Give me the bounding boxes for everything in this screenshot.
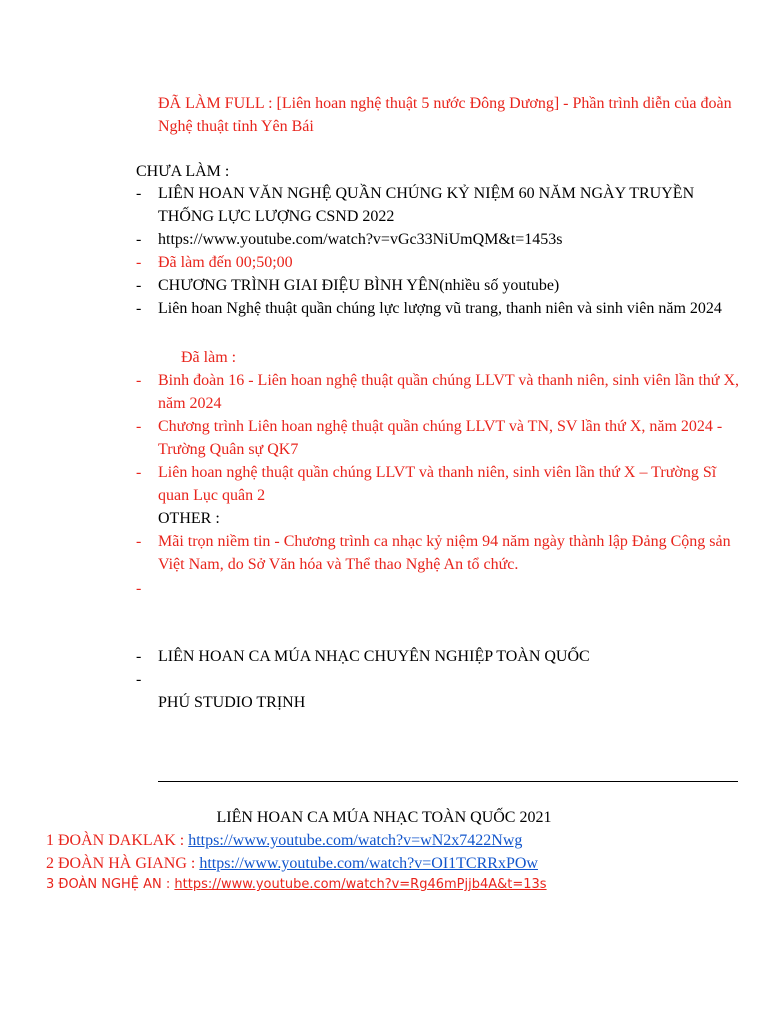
list-item <box>136 297 746 320</box>
list-item-url: https://www.youtube.com/watch?v=vGc33NiUmQM&t=1453s <box>158 231 563 248</box>
list-item <box>136 251 746 274</box>
list-item-text: Liên hoan nghệ thuật quần chúng LLVT và thanh niên, sinh viên lần thứ X – Trường Sĩ quan Lục quân 2 <box>158 464 717 504</box>
intro-paragraph: ĐÃ LÀM FULL : [Liên hoan nghệ thuật 5 nước Đông Dương] - Phần trình diễn của đoàn Nghệ thuật tỉnh Yên Bái <box>158 95 732 135</box>
list-item-text: LIÊN HOAN CA MÚA NHẠC CHUYÊN NGHIỆP TOÀN QUỐC <box>158 648 590 665</box>
dash-bullet: - <box>136 372 142 389</box>
list-item <box>136 369 746 415</box>
lower-list <box>136 645 746 668</box>
dash-bullet: - <box>136 254 142 271</box>
list-item-text: CHƯƠNG TRÌNH GIAI ĐIỆU BÌNH YÊN(nhiều số youtube) <box>158 277 560 294</box>
list-item <box>136 182 746 228</box>
youtube-link[interactable]: https://www.youtube.com/watch?v=Rg46mPjjb4A&t=13s <box>174 877 547 892</box>
list-item-text: LIÊN HOAN VĂN NGHỆ QUẦN CHÚNG KỶ NIỆM 60 NĂM NGÀY TRUYỀN THỐNG LỰC LƯỢNG CSND 2022 <box>158 185 695 225</box>
empty-dash-bullet: - <box>136 580 142 597</box>
pending-list <box>136 182 746 320</box>
link-label: 2 ĐOÀN HÀ GIANG : <box>46 855 200 872</box>
list-item <box>136 228 746 251</box>
studio-name: PHÚ STUDIO TRỊNH <box>158 694 306 711</box>
dash-bullet: - <box>136 648 142 665</box>
link-line <box>46 852 538 875</box>
link-label: 1 ĐOÀN DAKLAK : <box>46 832 189 849</box>
list-item-text: Chương trình Liên hoan nghệ thuật quần chúng LLVT và TN, SV lần thứ X, năm 2024 - Trường Quân sự QK7 <box>158 418 723 458</box>
list-item <box>136 645 746 668</box>
dash-bullet: - <box>136 533 142 550</box>
done-subheading: Đã làm : <box>181 349 237 366</box>
list-item-text: Binh đoàn 16 - Liên hoan nghệ thuật quần chúng LLVT và thanh niên, sinh viên lần thứ X, năm 2024 <box>158 372 740 412</box>
dash-bullet: - <box>136 300 142 317</box>
dash-bullet: - <box>136 464 142 481</box>
horizontal-divider <box>158 781 738 782</box>
list-item-text: Liên hoan Nghệ thuật quần chúng lực lượng vũ trang, thanh niên và sinh viên năm 2024 <box>158 300 722 317</box>
pending-heading: CHƯA LÀM : <box>136 163 230 180</box>
list-item <box>136 274 746 297</box>
youtube-link[interactable]: https://www.youtube.com/watch?v=OI1TCRRxPOw <box>199 855 538 872</box>
link-line <box>46 873 547 896</box>
link-line <box>46 829 522 852</box>
list-item <box>136 415 746 461</box>
done-list <box>136 369 746 507</box>
list-item <box>136 461 746 507</box>
section-title: LIÊN HOAN CA MÚA NHẠC TOÀN QUỐC 2021 <box>216 809 552 826</box>
other-list <box>136 530 746 576</box>
dash-bullet: - <box>136 231 142 248</box>
list-item <box>136 530 746 576</box>
link-label: 3 ĐOÀN NGHỆ AN : <box>46 877 175 892</box>
list-item-text: Đã làm đến 00;50;00 <box>158 254 293 271</box>
list-item-text: Mãi trọn niềm tin - Chương trình ca nhạc kỷ niệm 94 năm ngày thành lập Đảng Cộng sản Việt Nam, do Sở Văn hóa và Thể thao Nghệ An tổ chức. <box>158 533 731 573</box>
youtube-link[interactable]: https://www.youtube.com/watch?v=wN2x7422Nwg <box>188 832 523 849</box>
dash-bullet: - <box>136 418 142 435</box>
dash-bullet: - <box>136 277 142 294</box>
other-label: OTHER : <box>158 510 220 527</box>
dash-bullet: - <box>136 185 142 202</box>
empty-dash-bullet: - <box>136 671 142 688</box>
